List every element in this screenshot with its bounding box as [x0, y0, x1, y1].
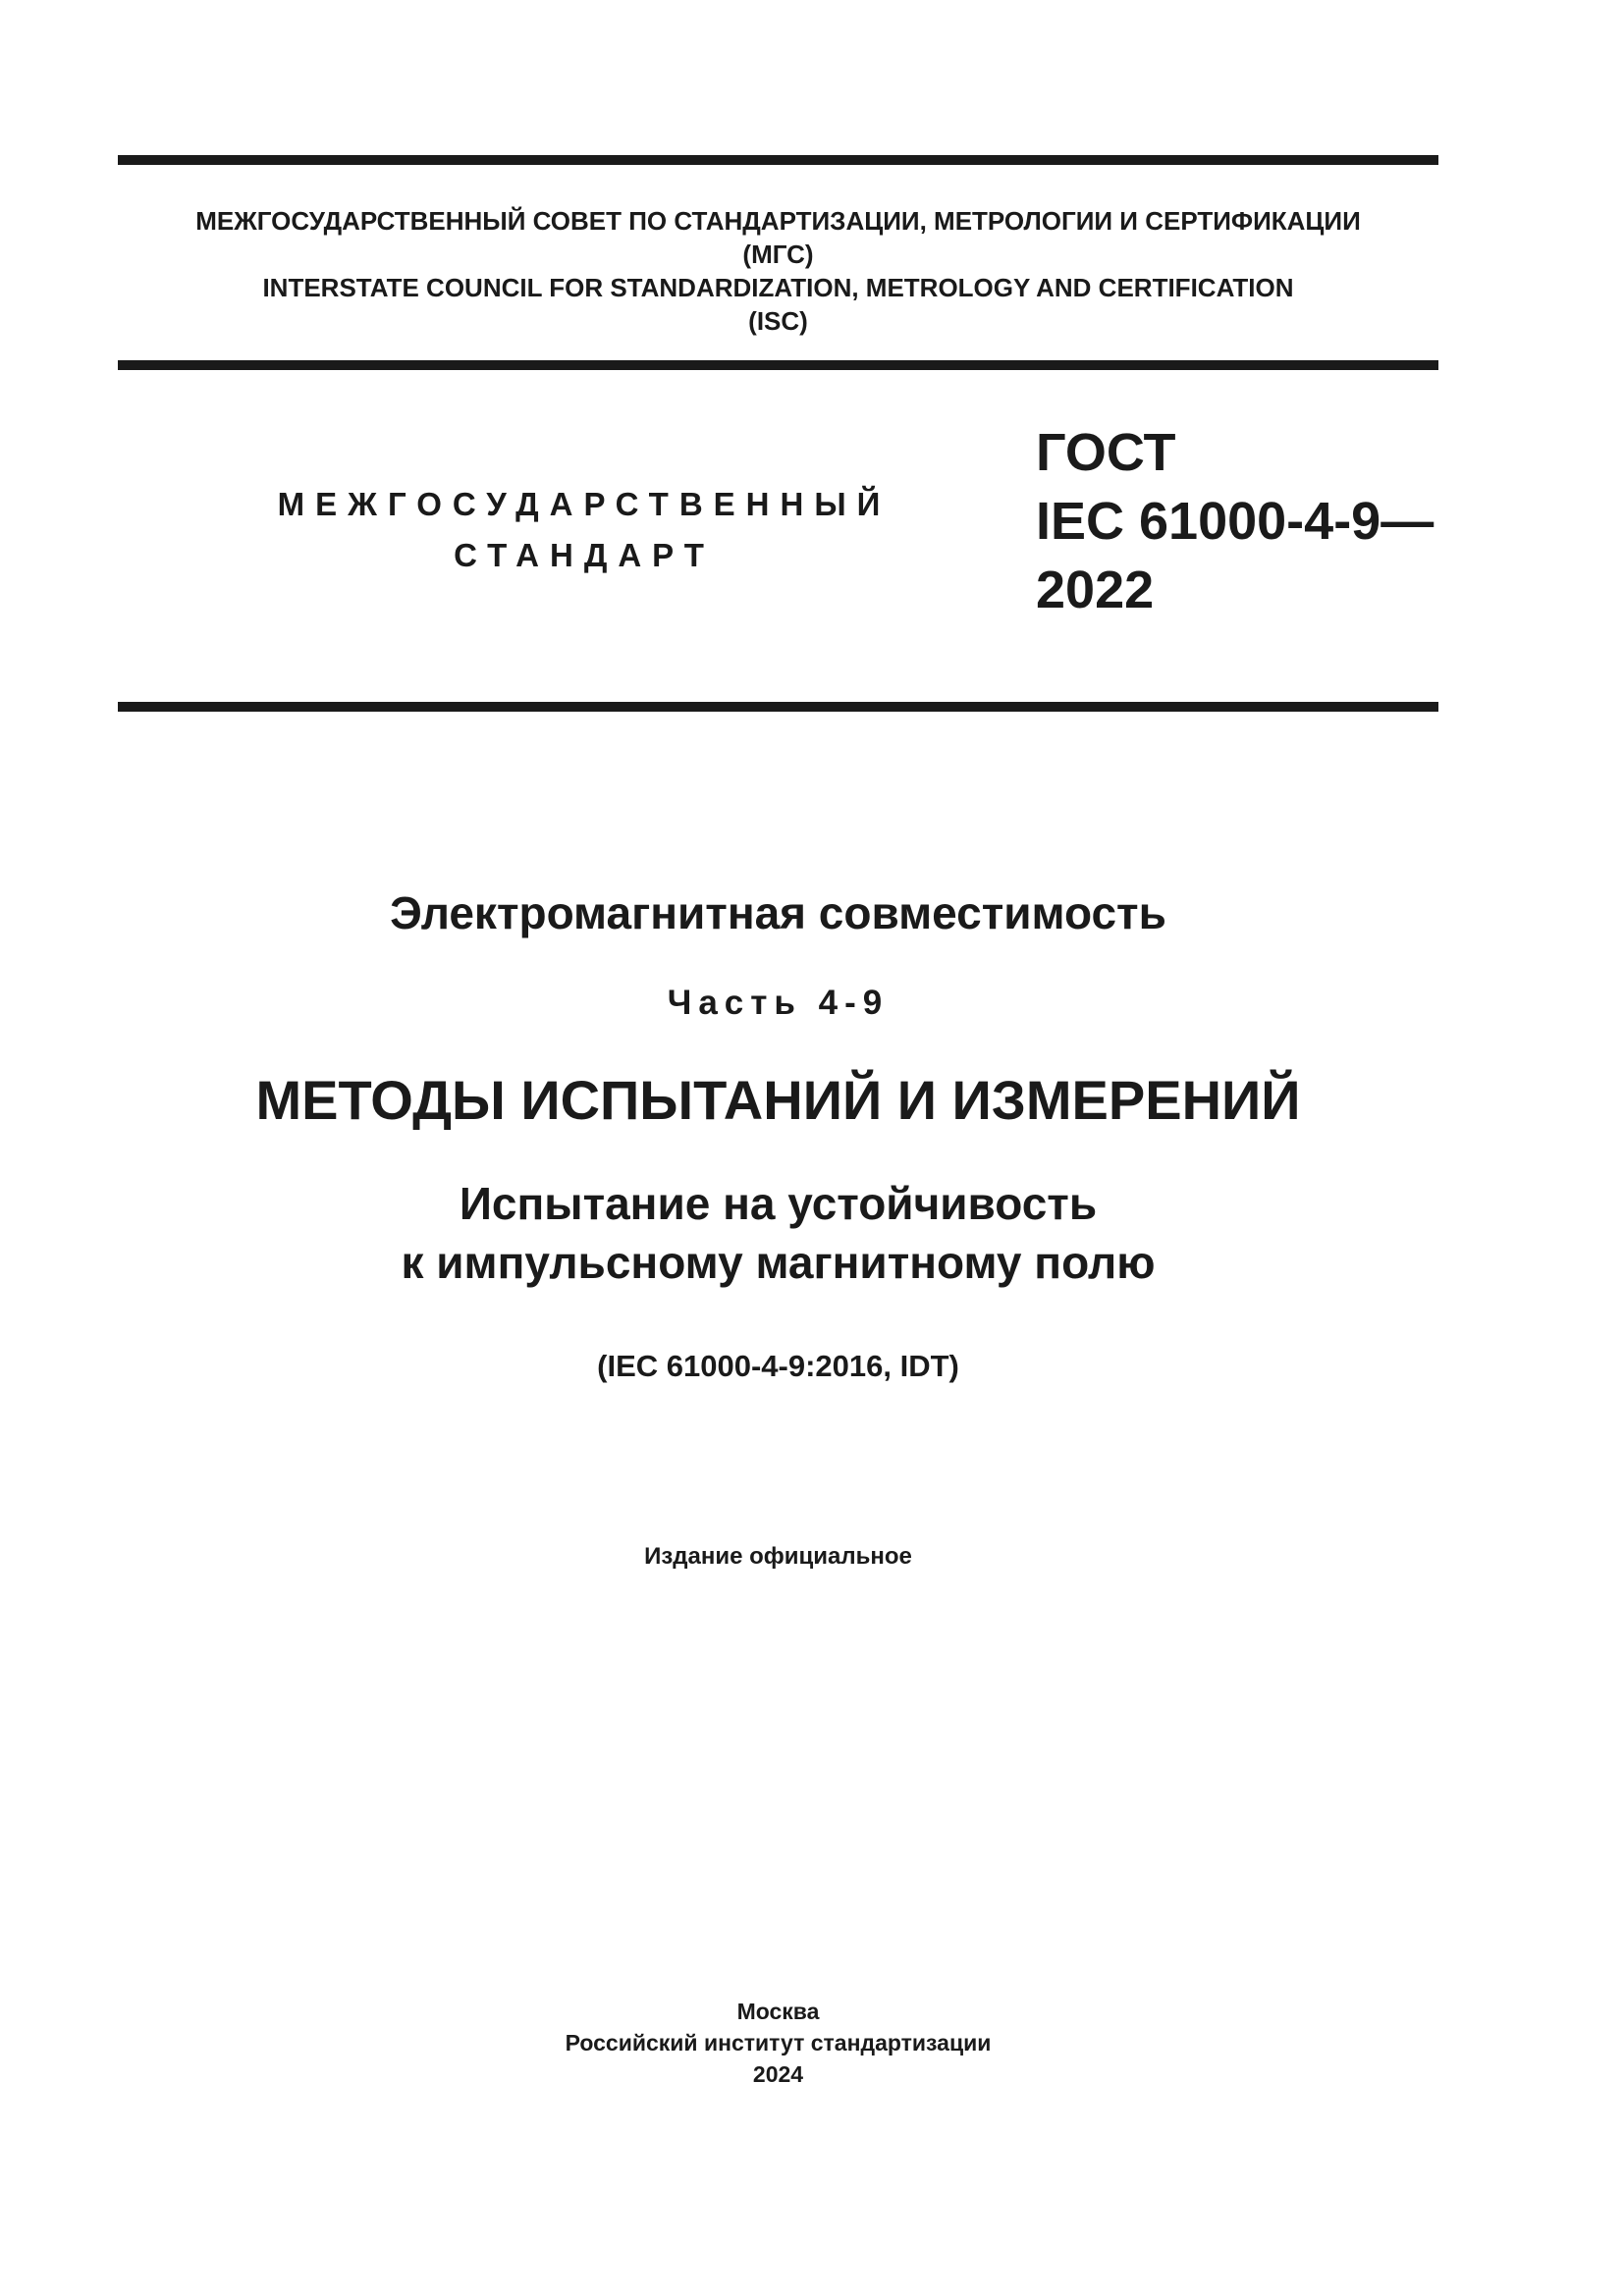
- standard-type-line2: СТАНДАРТ: [454, 537, 715, 573]
- document-title: Электромагнитная совместимость: [390, 887, 1166, 938]
- council-abbr-ru: (МГС): [742, 240, 814, 269]
- imprint-year: 2024: [752, 2061, 804, 2087]
- imprint-city: Москва: [736, 1999, 820, 2024]
- document-part: Часть 4-9: [667, 984, 890, 1022]
- document-subtitle: [118, 1174, 1438, 1292]
- edition-note: Издание официальное: [644, 1543, 912, 1570]
- designation-divider: [118, 702, 1438, 712]
- standard-type: [196, 479, 972, 581]
- designation-line1: ГОСТ: [1036, 423, 1176, 482]
- council-header: [118, 204, 1438, 338]
- subtitle-line2: к импульсному магнитному полю: [401, 1237, 1156, 1288]
- subtitle-line1: Испытание на устойчивость: [459, 1178, 1098, 1229]
- designation-line3: 2022: [1036, 561, 1155, 619]
- iec-reference: (IEC 61000-4-9:2016, IDT): [597, 1349, 959, 1383]
- imprint-publisher: Российский институт стандартизации: [565, 2030, 992, 2056]
- designation-line2: IEC 61000-4-9—: [1036, 492, 1435, 551]
- imprint: [118, 1996, 1438, 2090]
- top-divider: [118, 155, 1438, 165]
- standard-designation: [1036, 418, 1434, 624]
- council-name-en: INTERSTATE COUNCIL FOR STANDARDIZATION, METROLOGY AND CERTIFICATION: [262, 273, 1294, 302]
- council-abbr-en: (ISC): [748, 306, 808, 336]
- council-name-ru: МЕЖГОСУДАРСТВЕННЫЙ СОВЕТ ПО СТАНДАРТИЗАЦИИ, МЕТРОЛОГИИ И СЕРТИФИКАЦИИ: [195, 206, 1361, 236]
- document-methods-heading: МЕТОДЫ ИСПЫТАНИЙ И ИЗМЕРЕНИЙ: [255, 1069, 1301, 1131]
- header-divider: [118, 360, 1438, 370]
- standard-type-line1: МЕЖГОСУДАРСТВЕННЫЙ: [277, 486, 892, 522]
